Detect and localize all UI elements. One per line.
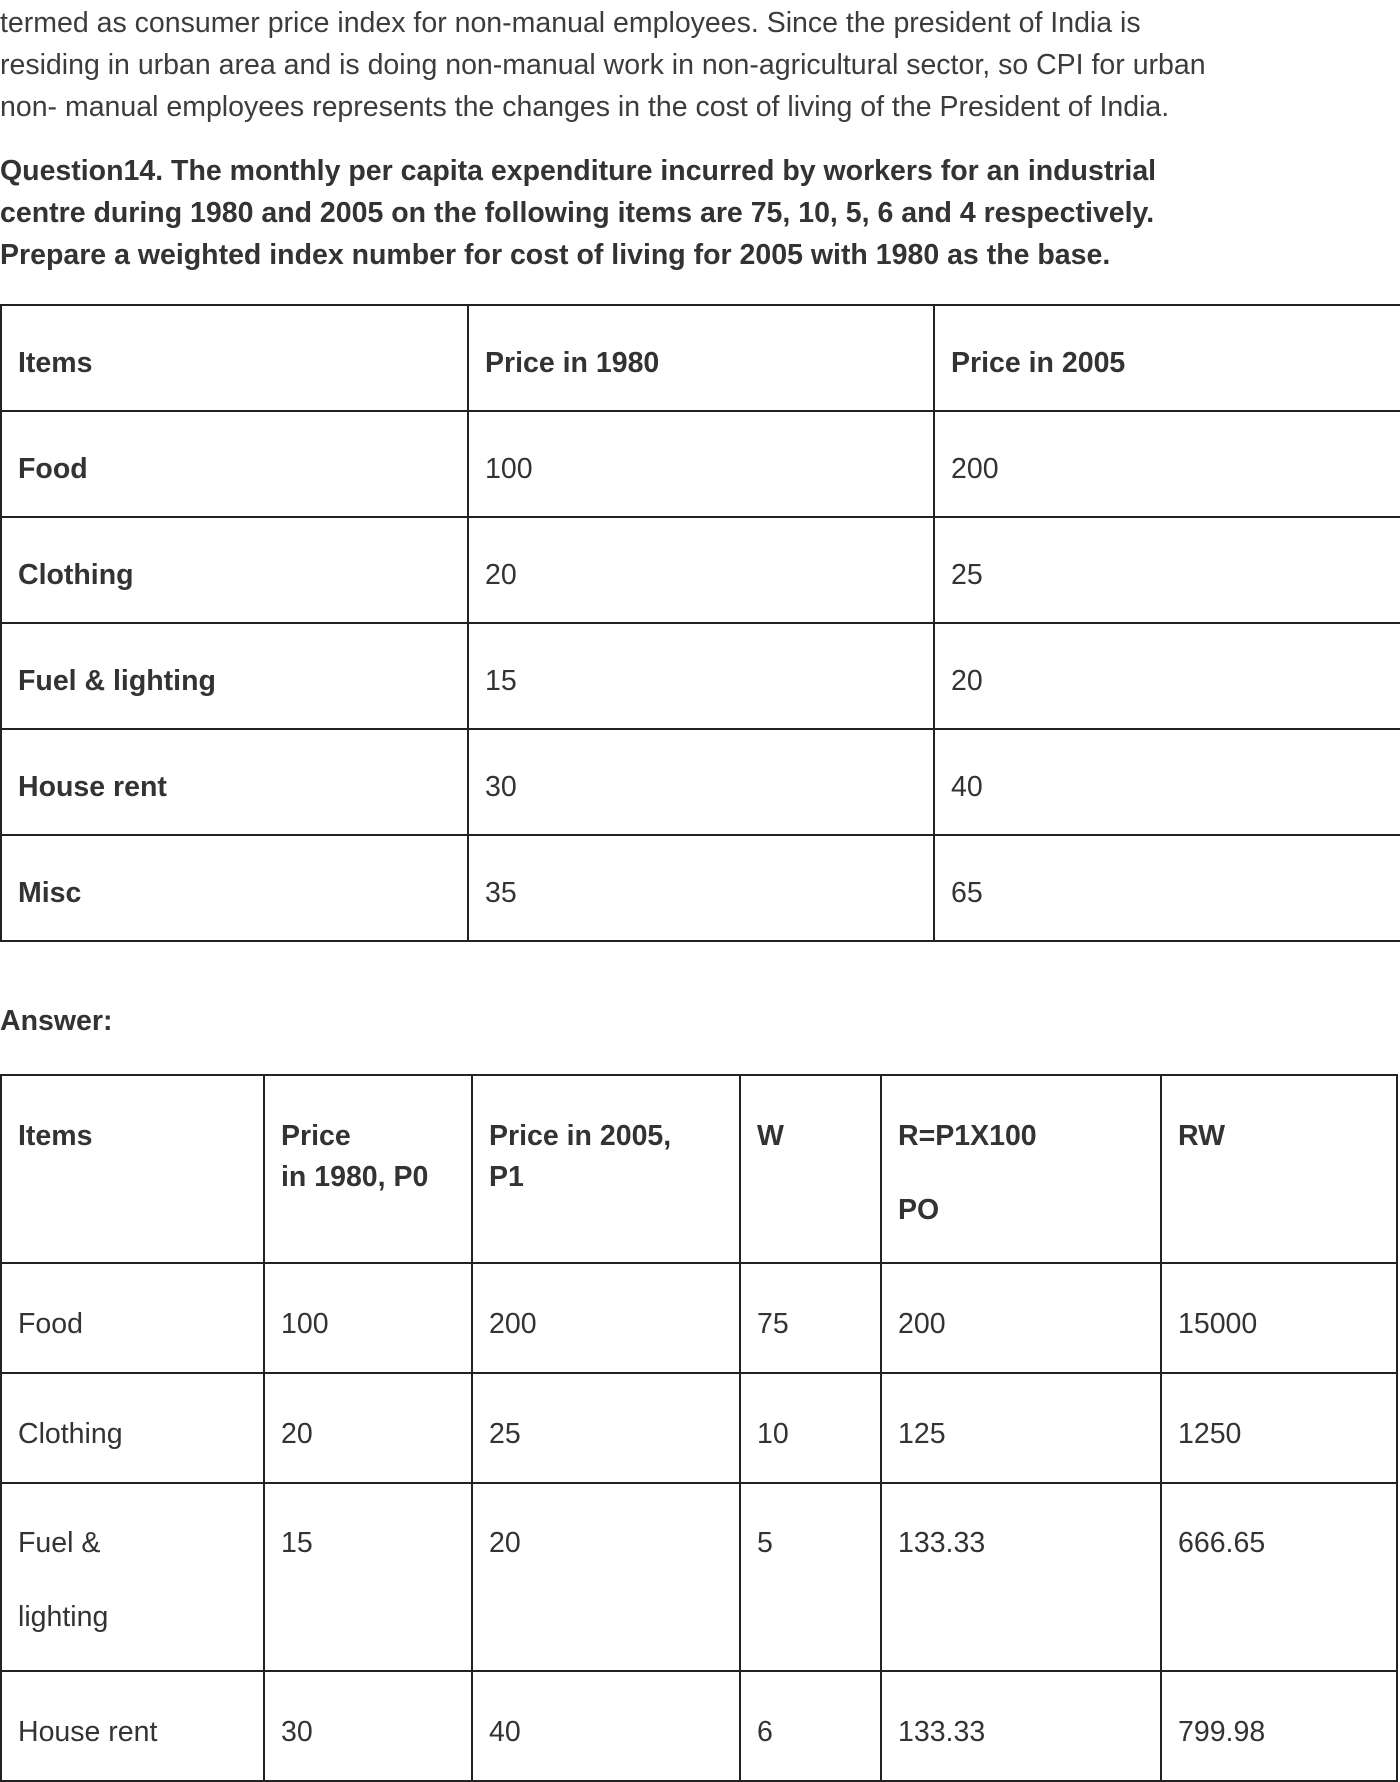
table-row (1, 1483, 1397, 1671)
item-cell: House rent (1, 1671, 264, 1781)
value-cell: 40 (934, 729, 1400, 835)
value-cell: 65 (934, 835, 1400, 941)
item-cell (1, 1483, 264, 1671)
header-cell: Items (1, 1075, 264, 1263)
table-row (1, 729, 1400, 835)
value-cell: 6 (740, 1671, 881, 1781)
price-table (0, 304, 1400, 942)
header-line: R=P1X100 (898, 1120, 1037, 1152)
header-cell (472, 1075, 740, 1263)
value-cell: 25 (472, 1373, 740, 1483)
header-cell: Items (1, 305, 468, 411)
item-cell: Misc (1, 835, 468, 941)
value-cell: 200 (472, 1263, 740, 1373)
value-cell: 30 (468, 729, 934, 835)
item-line: lighting (18, 1601, 109, 1633)
value-cell: 15 (264, 1483, 472, 1671)
header-line: Price (281, 1120, 351, 1152)
value-cell: 799.98 (1161, 1671, 1397, 1781)
table-row (1, 411, 1400, 517)
table-header-row (1, 305, 1400, 411)
intro-line: residing in urban area and is doing non-manual work in non-agricultural sector, so CPI for urban (0, 49, 1206, 81)
table-row (1, 835, 1400, 941)
value-cell: 40 (472, 1671, 740, 1781)
value-cell: 100 (264, 1263, 472, 1373)
item-cell: Food (1, 411, 468, 517)
value-cell: 15000 (1161, 1263, 1397, 1373)
intro-line: termed as consumer price index for non-manual employees. Since the president of India is (0, 7, 1141, 39)
item-line: Fuel & (18, 1527, 101, 1559)
header-cell: Price in 2005 (934, 305, 1400, 411)
header-cell: RW (1161, 1075, 1397, 1263)
value-cell: 666.65 (1161, 1483, 1397, 1671)
item-cell: Clothing (1, 517, 468, 623)
value-cell: 15 (468, 623, 934, 729)
value-cell: 125 (881, 1373, 1161, 1483)
question-line: Question14. The monthly per capita expenditure incurred by workers for an industrial (0, 155, 1157, 187)
header-cell (881, 1075, 1161, 1263)
header-cell: W (740, 1075, 881, 1263)
value-cell: 20 (264, 1373, 472, 1483)
table-row (1, 517, 1400, 623)
value-cell: 20 (468, 517, 934, 623)
question-14 (0, 150, 1400, 276)
value-cell: 35 (468, 835, 934, 941)
header-line: Price in 2005, (489, 1120, 672, 1152)
value-cell: 75 (740, 1263, 881, 1373)
header-line: in 1980, P0 (281, 1161, 429, 1193)
question-line: Prepare a weighted index number for cost of living for 2005 with 1980 as the base. (0, 239, 1111, 271)
header-line: P1 (489, 1161, 524, 1193)
value-cell: 1250 (1161, 1373, 1397, 1483)
table-row (1, 1263, 1397, 1373)
item-cell: Clothing (1, 1373, 264, 1483)
value-cell: 200 (881, 1263, 1161, 1373)
header-cell: Price in 1980 (468, 305, 934, 411)
value-cell: 100 (468, 411, 934, 517)
intro-line: non- manual employees represents the changes in the cost of living of the President of India. (0, 91, 1170, 123)
value-cell: 30 (264, 1671, 472, 1781)
intro-paragraph (0, 2, 1400, 128)
answer-label: Answer: (0, 1005, 113, 1037)
value-cell: 133.33 (881, 1671, 1161, 1781)
value-cell: 133.33 (881, 1483, 1161, 1671)
table-row (1, 1373, 1397, 1483)
item-cell: House rent (1, 729, 468, 835)
table-row (1, 1671, 1397, 1781)
table-row (1, 623, 1400, 729)
header-cell (264, 1075, 472, 1263)
item-cell: Food (1, 1263, 264, 1373)
value-cell: 5 (740, 1483, 881, 1671)
value-cell: 200 (934, 411, 1400, 517)
value-cell: 10 (740, 1373, 881, 1483)
item-cell: Fuel & lighting (1, 623, 468, 729)
table-header-row (1, 1075, 1397, 1263)
value-cell: 25 (934, 517, 1400, 623)
weighted-index-table (0, 1074, 1398, 1782)
value-cell: 20 (934, 623, 1400, 729)
value-cell: 20 (472, 1483, 740, 1671)
question-line: centre during 1980 and 2005 on the following items are 75, 10, 5, 6 and 4 respectively. (0, 197, 1155, 229)
header-line: PO (898, 1194, 940, 1226)
